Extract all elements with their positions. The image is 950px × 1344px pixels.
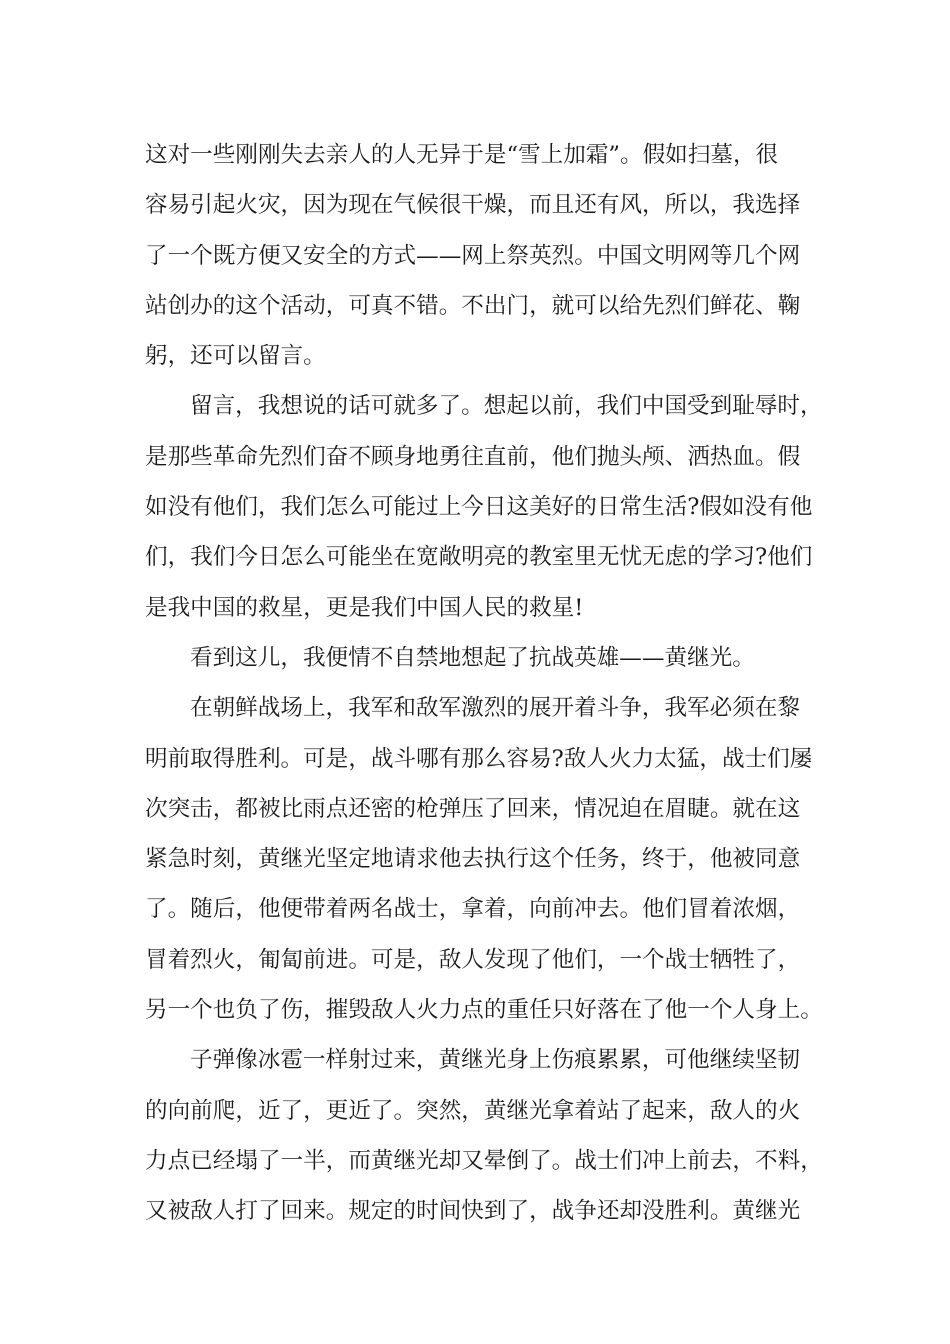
text-line: 是那些革命先烈们奋不顾身地勇往直前，他们抛头颅、洒热血。假: [145, 443, 801, 470]
text-line: 容易引起火灾，因为现在气候很干燥，而且还有风，所以，我选择: [145, 192, 801, 219]
body-text: [145, 130, 823, 1237]
text-line: 躬，还可以留言。: [145, 343, 326, 370]
text-line: 们，我们今日怎么可能坐在宽敞明亮的教室里无忧无虑的学习?他们: [145, 544, 813, 571]
text-line: 了。随后，他便带着两名战士，拿着，向前冲去。他们冒着浓烟，: [145, 896, 801, 923]
text-line: 了一个既方便又安全的方式——网上祭英烈。中国文明网等几个网: [145, 242, 801, 269]
text-line: 如没有他们，我们怎么可能过上今日这美好的日常生活?假如没有他: [145, 494, 813, 521]
paragraph-start-line: 在朝鲜战场上，我军和敌军激烈的展开着斗争，我军必须在黎: [190, 695, 801, 722]
paragraph-start-line: 看到这儿，我便情不自禁地想起了抗战英雄——黄继光。: [190, 644, 755, 671]
text-line: 明前取得胜利。可是，战斗哪有那么容易?敌人火力太猛，战士们屡: [145, 745, 813, 772]
text-line: 是我中国的救星，更是我们中国人民的救星!: [145, 594, 584, 621]
text-line: 次突击，都被比雨点还密的枪弹压了回来，情况迫在眉睫。就在这: [145, 795, 801, 822]
text-line: 又被敌人打了回来。规定的时间快到了，战争还却没胜利。黄继光: [145, 1198, 801, 1225]
text-line: 站创办的这个活动，可真不错。不出门，就可以给先烈们鲜花、鞠: [145, 292, 801, 319]
paragraph-start-line: 子弹像冰雹一样射过来，黄继光身上伤痕累累，可他继续坚韧: [190, 1047, 801, 1074]
text-line: 力点已经塌了一半，而黄继光却又晕倒了。战士们冲上前去，不料，: [145, 1147, 823, 1174]
text-line: 这对一些刚刚失去亲人的人无异于是“雪上加霜”。假如扫墓，很: [145, 142, 779, 168]
text-line: 冒着烈火，匍匐前进。可是，敌人发现了他们，一个战士牺牲了，: [145, 946, 801, 973]
paragraph-start-line: 留言，我想说的话可就多了。想起以前，我们中国受到耻辱时，: [190, 393, 823, 420]
text-line: 另一个也负了伤，摧毁敌人火力点的重任只好落在了他一个人身上。: [145, 997, 823, 1024]
text-line: 紧急时刻，黄继光坚定地请求他去执行这个任务，终于，他被同意: [145, 846, 801, 873]
text-line: 的向前爬，近了，更近了。突然，黄继光拿着站了起来，敌人的火: [145, 1097, 801, 1124]
